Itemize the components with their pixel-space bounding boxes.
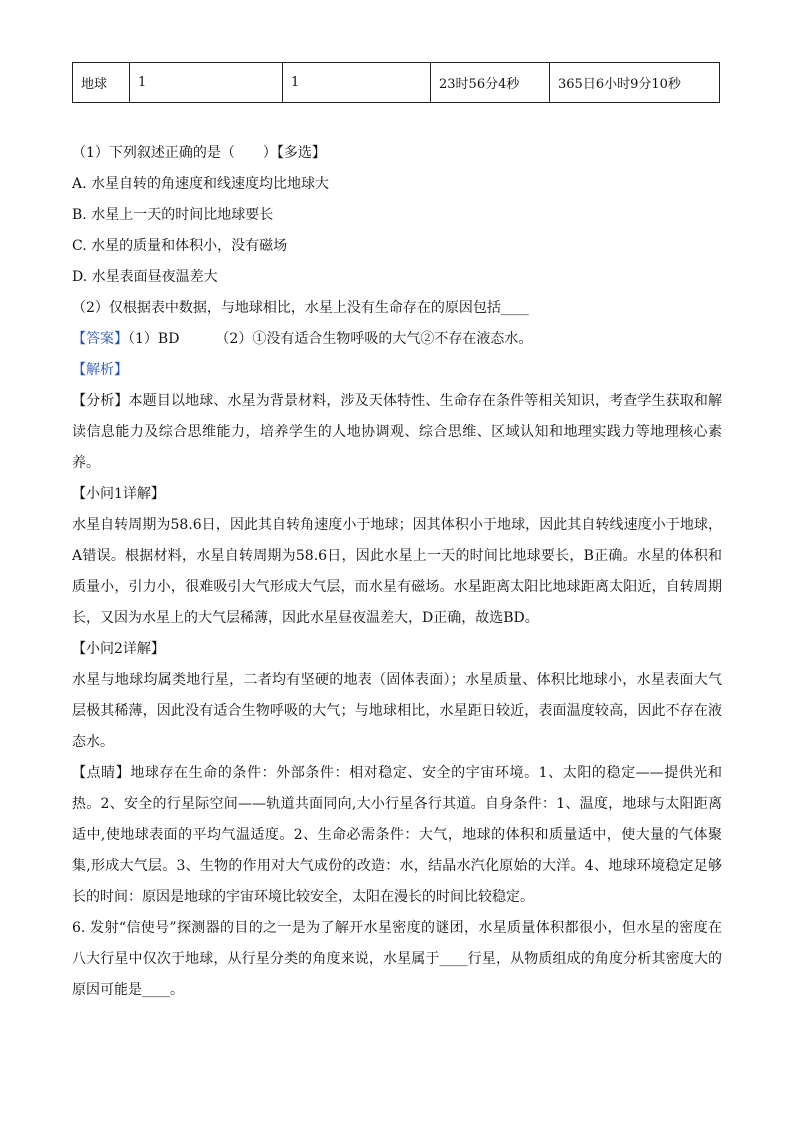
option-c: C. 水星的质量和体积小，没有磁场 <box>72 238 288 254</box>
detail-1-line: 质量小，引力小，很难吸引大气形成大气层，而水星有磁场。水星距离太阳比地球距离太阳近，自转周期 <box>72 579 722 595</box>
detail-1-line: A错误。根据材料，水星自转周期为58.6日，因此水星上一天的时间比地球要长，B正确。水星的体积和 <box>72 548 722 564</box>
option-d: D. 水星表面昼夜温差大 <box>72 269 218 285</box>
answer-part-1: （1）BD <box>128 331 180 347</box>
dianjing-line: 【点睛】地球存在生命的条件：外部条件：相对稳定、安全的宇宙环境。1、太阳的稳定——提供光和 <box>72 765 723 781</box>
detail-1-line: 水星自转周期为58.6日，因此其自转角速度小于地球；因其体积小于地球，因此其自转线速度小于地球， <box>72 517 722 533</box>
detail-2-line: 水星与地球均属类地行星，二者均有坚硬的地表（固体表面）；水星质量、体积比地球小，水星表面大气 <box>72 672 722 688</box>
question-2-stem: （2）仅根据表中数据，与地球相比，水星上没有生命存在的原因包括____ <box>72 300 529 316</box>
detail-2-line: 态水。 <box>72 734 114 750</box>
detail-2-line: 层极其稀薄，因此没有适合生物呼吸的大气；与地球相比，水星距日较近，表面温度较高，因此不存在液 <box>72 703 722 719</box>
table-cell-planet: 地球 <box>73 63 130 103</box>
question-6-line: 6. 发射“信使号”探测器的目的之一是为了解开水星密度的谜团，水星质量体积都很小，但水星的密度在 <box>72 920 722 936</box>
detail-1-tag: 【小问1详解】 <box>72 486 165 502</box>
answer-tag: 【答案】 <box>72 331 128 347</box>
fenxi-tag: 【分析】 <box>72 393 129 409</box>
answer-part-2: （2）①没有适合生物呼吸的大气②不存在液态水。 <box>215 331 533 347</box>
option-a: A. 水星自转的角速度和线速度均比地球大 <box>72 176 330 192</box>
planet-table <box>72 62 720 103</box>
fenxi-line: 读信息能力及综合思维能力，培养学生的人地协调观、综合思维、区域认知和地理实践力等地理核心素 <box>72 424 722 440</box>
table-cell: 365日6小时9分10秒 <box>550 63 720 103</box>
fenxi-line: 【分析】本题目以地球、水星为背景材料，涉及天体特性、生命存在条件等相关知识，考查学生获取和解 <box>72 393 723 409</box>
question-6-line: 八大行星中仅次于地球，从行星分类的角度来说，水星属于____行星，从物质组成的角度分析其密度大的 <box>72 951 722 967</box>
analysis-tag: 【解析】 <box>72 362 128 378</box>
dianjing-line: 集,形成大气层。3、生物的作用对大气成份的改造：水，结晶水汽化原始的大洋。4、地球环境稳定足够 <box>72 858 722 874</box>
table-cell: 1 <box>130 63 283 103</box>
answer-line <box>72 324 722 355</box>
detail-1-line: 长，又因为水星上的大气层稀薄，因此水星昼夜温差大，D正确，故选BD。 <box>72 610 539 626</box>
dianjing-tag: 【点睛】 <box>72 765 131 781</box>
question-6-line: 原因可能是____。 <box>72 982 184 998</box>
dianjing-line: 长的时间：原因是地球的宇宙环境比较安全，太阳在漫长的时间比较稳定。 <box>72 889 534 905</box>
dianjing-line: 热。2、安全的行星际空间——轨道共面同向,大小行星各行其道。自身条件：1、温度，地球与太阳距离 <box>72 796 722 812</box>
table-cell: 1 <box>283 63 431 103</box>
detail-2-tag: 【小问2详解】 <box>72 641 165 657</box>
dianjing-line: 适中,使地球表面的平均气温适度。2、生命必需条件：大气，地球的体积和质量适中，使大量的气体聚 <box>72 827 722 843</box>
table-cell: 23时56分4秒 <box>431 63 550 103</box>
table-row <box>73 63 720 103</box>
fenxi-line: 养。 <box>72 455 100 471</box>
question-1-stem: （1）下列叙述正确的是（ ）【多选】 <box>72 145 326 161</box>
document-body <box>72 138 722 1006</box>
option-b: B. 水星上一天的时间比地球要长 <box>72 207 274 223</box>
